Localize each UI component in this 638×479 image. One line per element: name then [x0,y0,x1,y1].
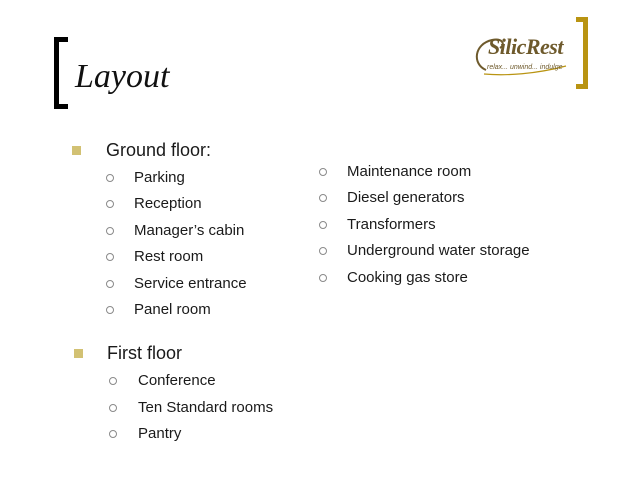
slide-title: Layout [75,58,170,95]
circle-bullet-icon [109,430,117,438]
circle-bullet-icon [319,221,327,229]
circle-bullet-icon [106,306,114,314]
logo-name: SilicRest [488,34,563,59]
list-item: Manager’s cabin [134,222,245,239]
circle-bullet-icon [319,194,327,202]
left-bracket-decoration [54,37,68,109]
first-floor-heading: First floor [107,343,183,363]
circle-bullet-icon [319,247,327,255]
list-item: Underground water storage [347,242,530,259]
list-item: Diesel generators [347,189,465,206]
list-item: Maintenance room [347,163,472,180]
list-item: Reception [134,195,202,212]
circle-bullet-icon [106,174,114,182]
circle-bullet-icon [106,280,114,288]
list-item: Conference [138,372,216,389]
circle-bullet-icon [106,200,114,208]
list-item: Service entrance [134,275,247,292]
square-bullet-icon [74,349,83,358]
list-item: Pantry [138,425,182,442]
circle-bullet-icon [106,253,114,261]
list-item: Panel room [134,301,211,318]
logo-tagline: relax... unwind... indulge [487,64,563,71]
circle-bullet-icon [106,227,114,235]
circle-bullet-icon [319,168,327,176]
right-bracket-decoration [576,17,588,89]
circle-bullet-icon [109,377,117,385]
list-item: Cooking gas store [347,269,468,286]
circle-bullet-icon [109,404,117,412]
list-item: Parking [134,169,185,186]
square-bullet-icon [72,146,81,155]
list-item: Rest room [134,248,204,265]
list-item: Ten Standard rooms [138,399,274,416]
list-item: Transformers [347,216,436,233]
ground-floor-heading: Ground floor: [106,140,212,160]
circle-bullet-icon [319,274,327,282]
